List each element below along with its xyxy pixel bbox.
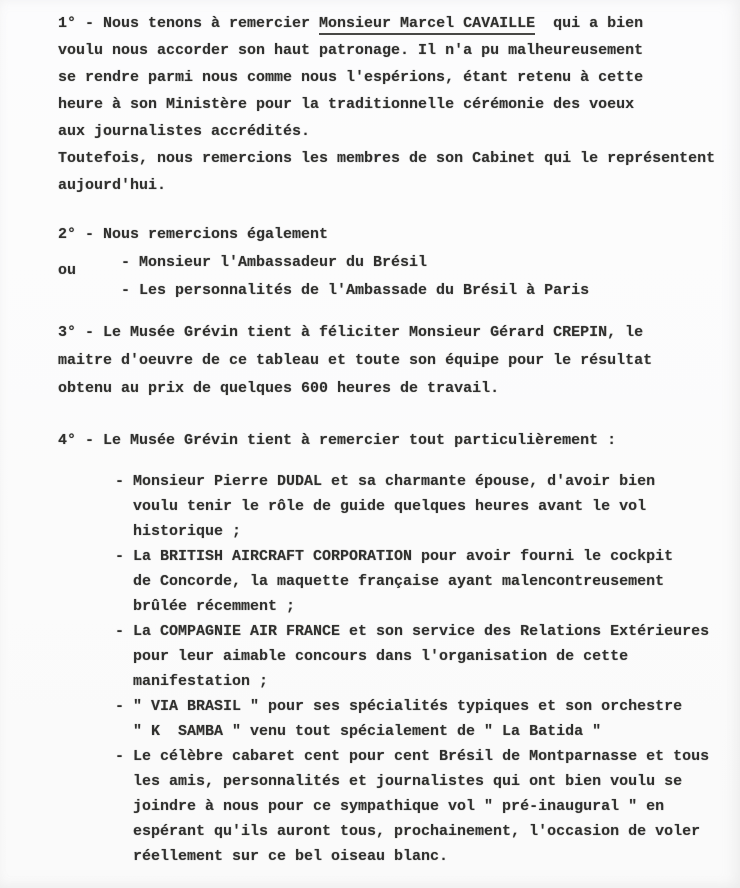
text-line: aujourd'hui. (58, 177, 167, 194)
list-item: - Le célèbre cabaret cent pour cent Brésil de Montparnasse et tous (115, 748, 710, 765)
paragraph-4 (0, 427, 740, 455)
text-line: Toutefois, nous remercions les membres de son Cabinet qui le représentent (58, 150, 716, 167)
list-item: - Monsieur l'Ambassadeur du Brésil (121, 254, 428, 271)
text-line: heure à son Ministère pour la traditionnelle cérémonie des voeux (58, 96, 635, 113)
paragraph-3 (0, 319, 740, 403)
list-item: - La BRITISH AIRCRAFT CORPORATION pour avoir fourni le cockpit (115, 548, 674, 565)
text-line: aux journalistes accrédités. (58, 123, 311, 140)
section-2-header: 2° - Nous remercions également (58, 226, 329, 243)
text-line (58, 10, 740, 37)
margin-note-ou: ou (58, 262, 77, 279)
list-item-continuation: " K SAMBA " venu tout spécialement de " La Batida " (133, 723, 602, 740)
line1-suffix: qui a bien (535, 15, 644, 32)
acknowledgement-list (0, 469, 740, 869)
section-4-header: 4° - Le Musée Grévin tient à remercier tout particulièrement : (58, 432, 617, 449)
text-line: obtenu au prix de quelques 600 heures de travail. (58, 380, 500, 397)
list-item: - La COMPAGNIE AIR FRANCE et son service des Relations Extérieures (115, 623, 710, 640)
list-item-continuation: de Concorde, la maquette française ayant malencontreusement (133, 573, 665, 590)
list-item-continuation: réellement sur ce bel oiseau blanc. (133, 848, 449, 865)
list-item-continuation: historique ; (133, 523, 242, 540)
list-item-continuation: les amis, personnalités et journalistes qui ont bien voulu se (133, 773, 683, 790)
text-line: se rendre parmi nous comme nous l'espérions, étant retenu à cette (58, 69, 644, 86)
underlined-name: Monsieur Marcel CAVAILLE (319, 15, 535, 35)
list-item-continuation: joindre à nous pour ce sympathique vol " pré-inaugural " en (133, 798, 665, 815)
list-item-continuation: brûlée récemment ; (133, 598, 296, 615)
text-line: 3° - Le Musée Grévin tient à féliciter Monsieur Gérard CREPIN, le (58, 324, 644, 341)
list-item: - Les personnalités de l'Ambassade du Brésil à Paris (121, 282, 590, 299)
list-item-continuation: espérant qu'ils auront tous, prochainement, l'occasion de voler (133, 823, 701, 840)
text-line: voulu nous accorder son haut patronage. Il n'a pu malheureusement (58, 42, 644, 59)
list-item-continuation: manifestation ; (133, 673, 269, 690)
list-item: - Monsieur Pierre DUDAL et sa charmante épouse, d'avoir bien (115, 473, 656, 490)
line1-prefix: 1° - Nous tenons à remercier (58, 15, 320, 32)
paragraph-1 (0, 10, 740, 199)
text-line: maitre d'oeuvre de ce tableau et toute son équipe pour le résultat (58, 352, 653, 369)
paragraph-2 (0, 221, 740, 305)
list-item: - " VIA BRASIL " pour ses spécialités typiques et son orchestre (115, 698, 683, 715)
list-item-continuation: pour leur aimable concours dans l'organisation de cette (133, 648, 629, 665)
list-item-continuation: voulu tenir le rôle de guide quelques heures avant le vol (133, 498, 647, 515)
